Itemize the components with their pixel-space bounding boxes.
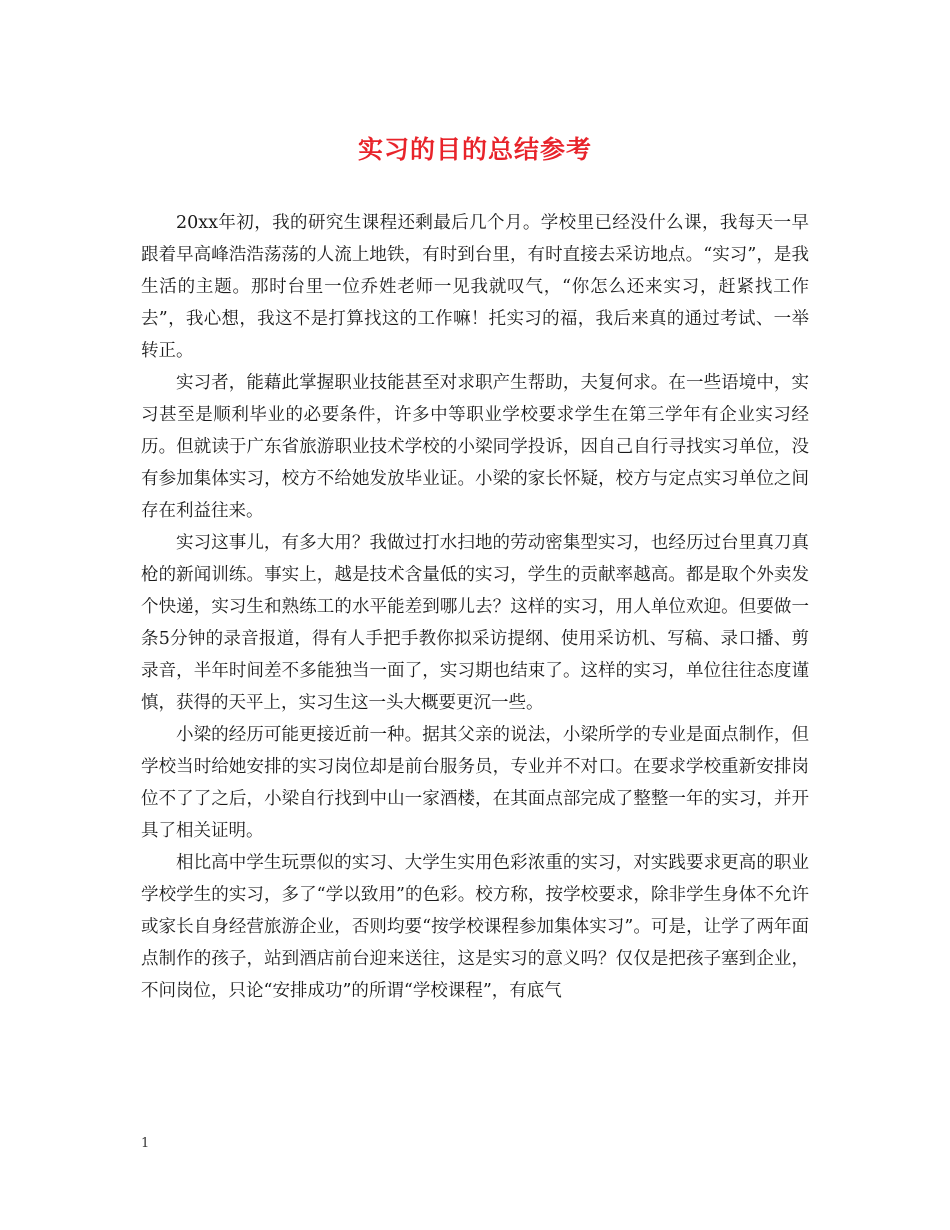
paragraph-3: 实习这事儿，有多大用？我做过打水扫地的劳动密集型实习，也经历过台里真刀真枪的新闻训练。事实上，越是技术含量低的实习，学生的贡献率越高。都是取个外卖发个快递，实习生和熟练工的水平能差到哪儿去？这样的实习，用人单位欢迎。但要做一条5分钟的录音报道，得有人手把手教你拟采访提纲、使用采访机、写稿、录口播、剪录音，半年时间差不多能独当一面了，实习期也结束了。这样的实习，单位往往态度谨慎，获得的天平上，实习生这一头大概要更沉一些。	[141, 533, 809, 713]
paragraph-2: 实习者，能藉此掌握职业技能甚至对求职产生帮助，夫复何求。在一些语境中，实习甚至是顺利毕业的必要条件，许多中等职业学校要求学生在第三学年有企业实习经历。但就读于广东省旅游职业技术学校的小梁同学投诉，因自己自行寻找实习单位，没有参加集体实习，校方不给她发放毕业证。小梁的家长怀疑，校方与定点实习单位之间存在利益往来。	[141, 373, 809, 521]
page-number: 1	[141, 1136, 150, 1151]
document-title: 实习的目的总结参考	[357, 135, 592, 164]
paragraph-1: 20xx年初，我的研究生课程还剩最后几个月。学校里已经没什么课，我每天一早跟着早高峰浩浩荡荡的人流上地铁，有时到台里，有时直接去采访地点。“实习”，是我生活的主题。那时台里一位乔姓老师一见我就叹气，“你怎么还来实习，赶紧找工作去”，我心想，我这不是打算找这的工作嘛！托实习的福，我后来真的通过考试、一举转正。	[141, 213, 809, 361]
document-body	[141, 207, 809, 1007]
paragraph-4: 小梁的经历可能更接近前一种。据其父亲的说法，小梁所学的专业是面点制作，但学校当时给她安排的实习岗位却是前台服务员，专业并不对口。在要求学校重新安排岗位不了了之后，小梁自行找到中山一家酒楼，在其面点部完成了整整一年的实习，并开具了相关证明。	[141, 725, 809, 841]
paragraph-5: 相比高中学生玩票似的实习、大学生实用色彩浓重的实习，对实践要求更高的职业学校学生的实习，多了“学以致用”的色彩。校方称，按学校要求，除非学生身体不允许或家长自身经营旅游企业，否则均要“按学校课程参加集体实习”。可是，让学了两年面点制作的孩子，站到酒店前台迎来送往，这是实习的意义吗？仅仅是把孩子塞到企业，不问岗位，只论“安排成功”的所谓“学校课程”，有底气	[141, 853, 809, 1001]
